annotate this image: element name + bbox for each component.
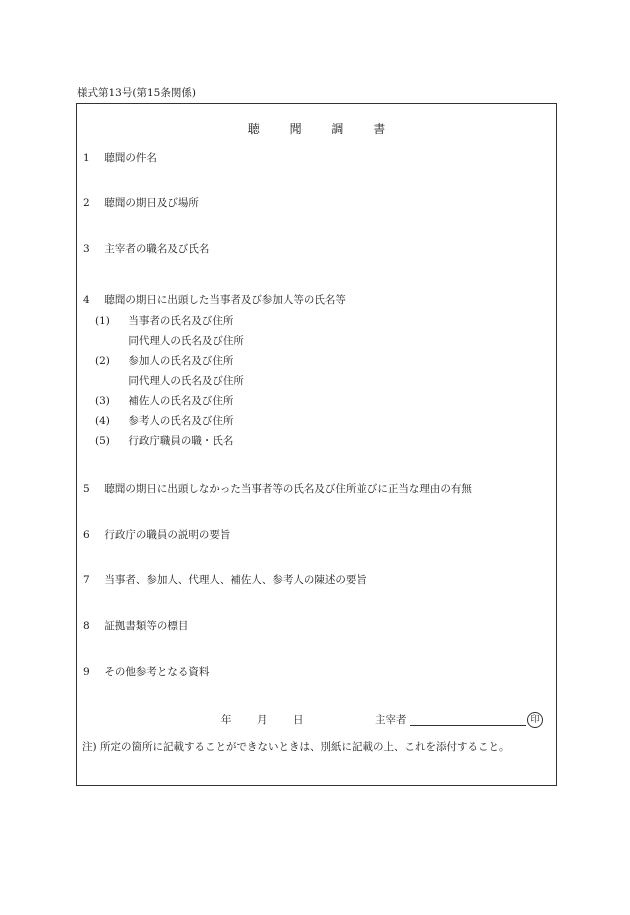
title-char: 聞: [289, 122, 302, 136]
subitem-text: 同代理人の氏名及び住所: [128, 335, 244, 347]
item-text: 聴聞の期日に出頭しなかった当事者等の氏名及び住所並びに正当な理由の有無: [104, 483, 472, 495]
subitem-number: (4): [95, 415, 110, 427]
item-text: 聴聞の件名: [104, 152, 157, 164]
subitem-number: (2): [95, 355, 110, 367]
seal-mark: 印: [527, 712, 543, 728]
item-6: [83, 527, 230, 542]
form-number-label: 様式第13号(第15条関係): [77, 87, 196, 99]
item-text: 聴聞の期日に出頭した当事者及び参加人等の氏名等: [104, 294, 346, 306]
presider-label: 主宰者: [375, 714, 407, 726]
item-9: [83, 664, 209, 679]
item-text: 行政庁の職員の説明の要旨: [104, 529, 231, 541]
item-text: その他参考となる資料: [104, 666, 210, 678]
item-number: 6: [83, 529, 90, 541]
note-label: 注): [82, 741, 97, 753]
year-label: 年: [221, 714, 232, 726]
subitem-text: 同代理人の氏名及び住所: [128, 375, 244, 387]
subitem-4: [95, 413, 233, 428]
month-label: 月: [257, 714, 268, 726]
item-text: 聴聞の期日及び場所: [104, 197, 199, 209]
item-3: [83, 241, 209, 256]
subitem-number: (1): [95, 315, 110, 327]
item-text: 主宰者の職名及び氏名: [104, 243, 210, 255]
item-number: 3: [83, 243, 90, 255]
title-char: 聴: [247, 122, 260, 136]
item-number: 5: [83, 483, 90, 495]
item-text: 証拠書類等の標目: [104, 620, 189, 632]
item-2: [83, 195, 199, 210]
item-1: [83, 150, 157, 165]
title-char: 書: [373, 122, 386, 136]
item-5: [83, 481, 472, 496]
subitem-5: [95, 433, 233, 448]
item-text: 当事者、参加人、代理人、補佐人、参考人の陳述の要旨: [104, 574, 367, 586]
item-number: 9: [83, 666, 90, 678]
signature-line[interactable]: [410, 725, 526, 726]
item-8: [83, 618, 188, 633]
subitem-text: 行政庁職員の職・氏名: [128, 435, 234, 447]
footnote: [82, 739, 552, 755]
note-body: 所定の箇所に記載することができないときは、別紙に記載の上、これを添付すること。: [100, 741, 510, 753]
subitem-text: 参加人の氏名及び住所: [128, 355, 234, 367]
item-number: 7: [83, 574, 90, 586]
subitem-number: (3): [95, 395, 110, 407]
day-label: 日: [293, 714, 304, 726]
subitem-3: [95, 393, 233, 408]
form-frame: [76, 103, 557, 786]
item-number: 2: [83, 197, 90, 209]
subitem-2-agent: [95, 373, 244, 388]
document-title: [77, 120, 556, 137]
item-number: 4: [83, 294, 90, 306]
subitem-text: 参考人の氏名及び住所: [128, 415, 234, 427]
title-char: 調: [331, 122, 344, 136]
item-4: [83, 292, 346, 307]
item-number: 1: [83, 152, 90, 164]
item-number: 8: [83, 620, 90, 632]
subitem-1-agent: [95, 333, 244, 348]
date-signature-row: [77, 712, 556, 728]
subitem-2: [95, 353, 233, 368]
subitem-1: [95, 313, 233, 328]
subitem-text: 補佐人の氏名及び住所: [128, 395, 234, 407]
subitem-number: (5): [95, 435, 110, 447]
item-7: [83, 572, 367, 587]
note-text: [82, 739, 552, 755]
subitem-text: 当事者の氏名及び住所: [128, 315, 234, 327]
